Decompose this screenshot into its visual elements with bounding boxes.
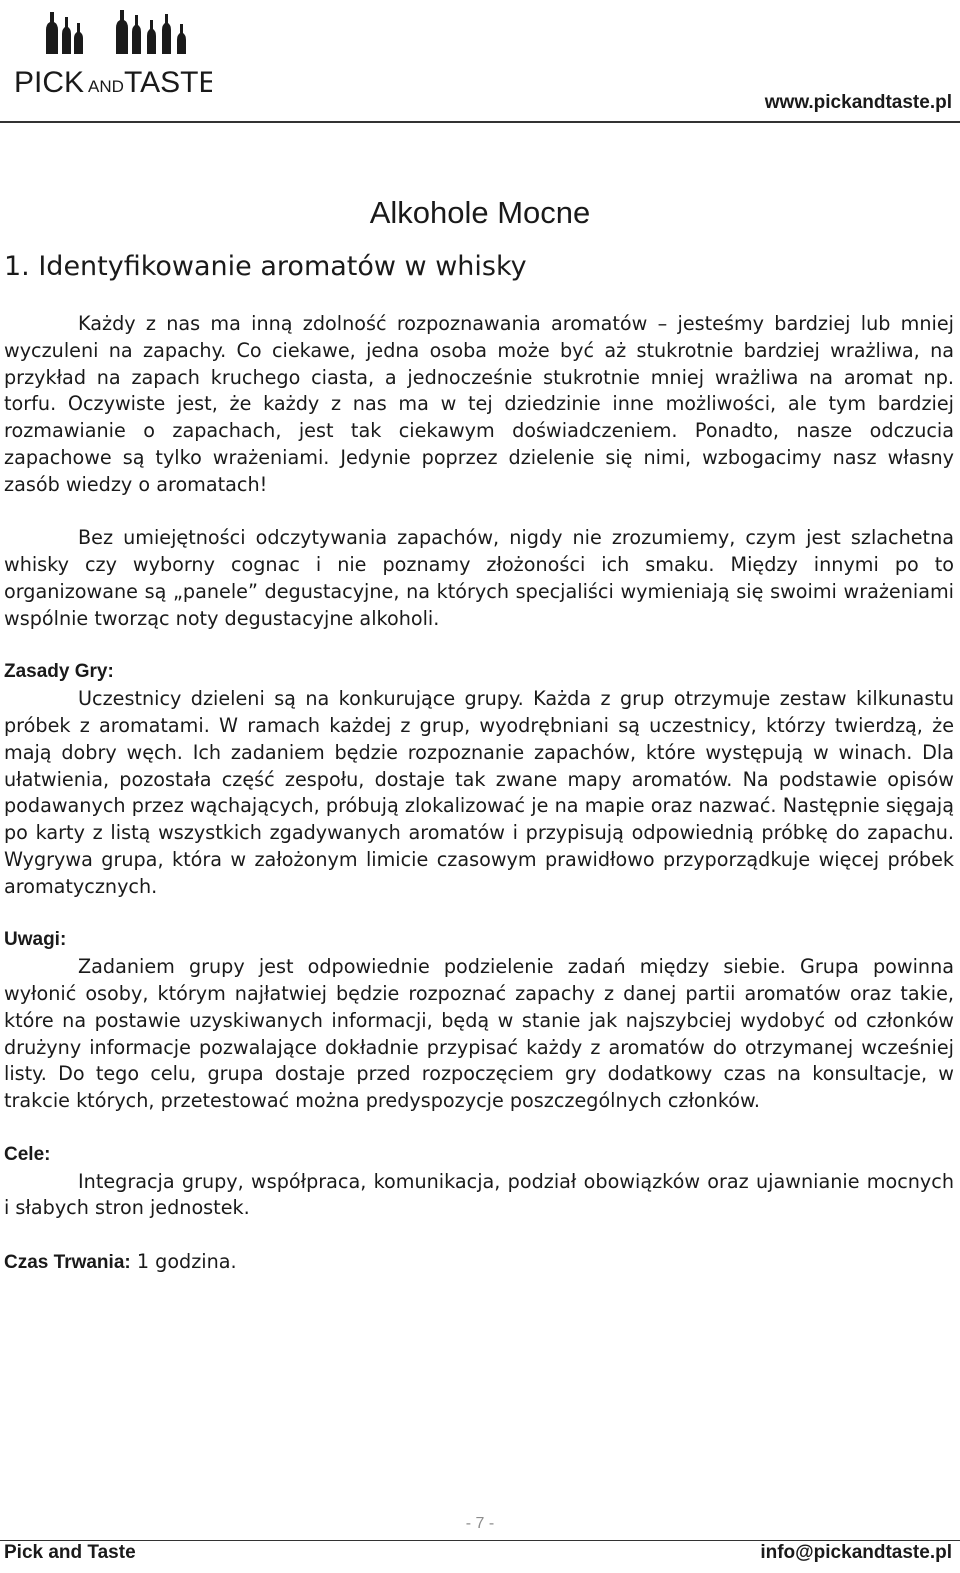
pick-and-taste-logo	[12, 8, 212, 100]
intro-paragraph-2: Bez umiejętności odczytywania zapachów, nigdy nie zrozumiemy, czym jest szlachetna whisky czy wyborny cognac i nie poznamy złożoności ich smaku. Między innymi po to organizowane są „panele” degustacyjne, na których specjaliści wymieniają się swoimi wrażeniami wspólnie tworząc noty degustacyjne alkoholi.	[4, 526, 954, 630]
rules-label: Zasady Gry:	[4, 661, 114, 683]
notes-label: Uwagi:	[4, 929, 67, 951]
svg-text:AND: AND	[88, 77, 124, 96]
document-title: Alkohole Mocne	[369, 194, 591, 230]
svg-text:PICK: PICK	[14, 66, 85, 99]
duration-line	[4, 1249, 954, 1277]
wine-bottles-logo-icon	[12, 8, 212, 100]
goals-label: Cele:	[4, 1143, 51, 1165]
page-number: - 7 -	[465, 1515, 495, 1532]
footer-company: Pick and Taste	[4, 1542, 136, 1563]
duration-label: Czas Trwania:	[4, 1251, 131, 1273]
header-divider	[0, 121, 960, 123]
section-heading: 1. Identyfikowanie aromatów w whisky	[4, 251, 527, 282]
footer-divider	[0, 1540, 960, 1541]
footer-email[interactable]: info@pickandtaste.pl	[760, 1542, 952, 1563]
goals-paragraph: Integracja grupy, współpraca, komunikacja, podział obowiązków oraz ujawnianie mocnych i słabych stron jednostek.	[4, 1169, 954, 1220]
document-body	[4, 311, 954, 1277]
svg-text:TASTE: TASTE	[124, 66, 212, 99]
notes-paragraph: Zadaniem grupy jest odpowiednie podzielenie zadań między siebie. Grupa powinna wyłonić osoby, którym najłatwiej będzie rozpoznać zapachy z danej partii aromatów oraz takie, które na postawie uzyskiwanych informacji, będą w stanie jak najszybciej wydobyć od członków drużyny informacje pozwalające dokładnie przypisać każdy z aromatów do otrzymanej wcześniej listy. Do tego celu, grupa dostaje przed rozpoczęciem gry dodatkowy czas na konsultacje, w trakcie których, przetestować można predyspozycje poszczególnych członków.	[4, 955, 954, 1113]
intro-paragraph-1: Każdy z nas ma inną zdolność rozpoznawania aromatów – jesteśmy bardziej lub mniej wyczuleni na zapachy. Co ciekawe, jedna osoba może być aż stukrotnie bardziej wrażliwa, na przykład na zapach kruchego ciasta, a jednocześnie stukrotnie mniej wrażliwa na aromat np. torfu. Oczywiste jest, że każdy z nas ma w tej dziedzinie inne możliwości, ale tym bardziej rozmawianie o zapachach, jest tak ciekawym doświadczeniem. Ponadto, nasze odczucia zapachowe są tylko wrażeniami. Jedynie poprzez dzielenie się nimi, wzbogacimy nasz własny zasób wiedzy o aromatach!	[4, 312, 954, 496]
rules-paragraph: Uczestnicy dzieleni są na konkurujące grupy. Każda z grup otrzymuje zestaw kilkunastu próbek z aromatami. W ramach każdej z grup, wyodrębniani są uczestnicy, którzy twierdzą, że mają dobry węch. Ich zadaniem będzie rozpoznanie zapachów, które występują w winach. Dla ułatwienia, pozostała część zespołu, dostaje tak zwane mapy aromatów. Na podstawie opisów podawanych przez wąchających, próbują zlokalizować je na mapie oraz nazwać. Następnie sięgają po karty z listą wszystkich zgadywanych aromatów i przypisują odpowiednią próbkę do zapachu. Wygrywa grupa, która w założonym limicie czasowym prawidłowo przyporządkuje więcej próbek aromatycznych.	[4, 687, 954, 898]
site-url[interactable]: www.pickandtaste.pl	[764, 92, 952, 113]
duration-value: 1 godzina.	[136, 1249, 237, 1273]
